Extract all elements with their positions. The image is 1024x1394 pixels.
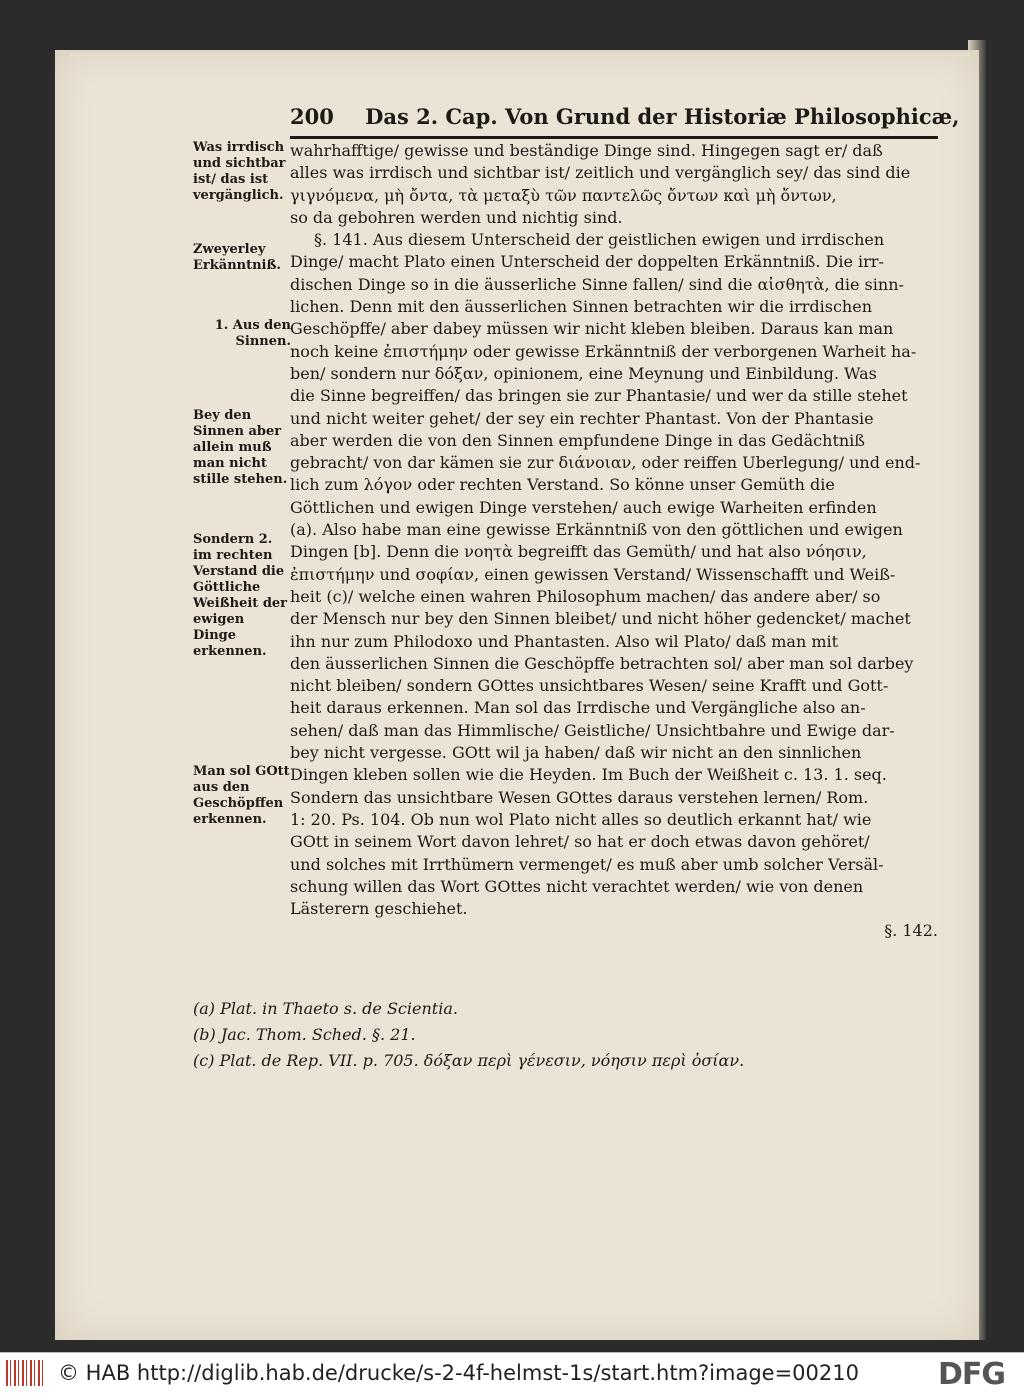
text-line: alles was irrdisch und sichtbar ist/ zeitlich und vergänglich sey/ das sind die [290,163,911,183]
running-header [290,104,960,138]
barcode-icon [6,1360,46,1386]
viewer-footer [0,1352,1024,1394]
text-line: noch keine ἐπιστήμην oder gewisse Erkänntniß der verborgenen Warheit ha- [290,341,917,361]
text-line: gebracht/ von dar kämen sie zur διάνοιαν, oder reiffen Uberlegung/ und end- [290,453,921,473]
text-line: Lästerern geschiehet. [290,899,468,919]
text-line: heit (c)/ welche einen wahren Philosophum machen/ das andere aber/ so [290,586,881,606]
margin-note-stille-stehen: Bey den Sinnen aber allein muß man nicht stille stehen. [193,408,288,487]
copyright-url[interactable]: © HAB http://diglib.hab.de/drucke/s-2-4f-helmst-1s/start.htm?image=00210 [58,1361,859,1385]
text-line: und solches mit Irrthümern vermenget/ es muß aber umb solcher Versäl- [290,854,884,874]
running-title: Das 2. Cap. Von Grund der Historiæ Philosophicæ, [365,104,960,129]
text-line: ben/ sondern nur δόξαν, opinionem, eine Meynung und Einbildung. Was [290,363,877,383]
text-line: Dingen kleben sollen wie die Heyden. Im Buch der Weißheit c. 13. 1. seq. [290,765,887,785]
text-line: γιγνόμενα, μὴ ὄντα, τὰ μεταξὺ τῶν παντελῶς ὄντων καὶ μὴ ὄντων, [290,185,837,205]
page-top-edge [70,50,970,56]
text-line: lich zum λόγον oder rechten Verstand. So könne unser Gemüth die [290,475,835,495]
text-line: Sondern das unsichtbare Wesen GOttes daraus verstehen lernen/ Rom. [290,787,869,807]
text-line: so da gebohren werden und nichtig sind. [290,207,623,227]
text-line: heit daraus erkennen. Man sol das Irrdische und Vergängliche also an- [290,698,866,718]
text-line: und nicht weiter gehet/ der sey ein rechter Phantast. Von der Phantasie [290,408,874,428]
footnote-b: (b) Jac. Thom. Sched. §. 21. [193,1025,416,1044]
footnotes [193,996,953,1074]
text-line: GOtt in seinem Wort davon lehret/ so hat er doch etwas davon gehöret/ [290,832,870,852]
text-line: wahrhafftige/ gewisse und beständige Dinge sind. Hingegen sagt er/ daß [290,141,883,160]
margin-note-sinnen: 1. Aus den Sinnen. [214,318,291,349]
text-line: lichen. Denn mit den äusserlichen Sinnen betrachten wir die irrdischen [290,297,872,317]
text-line: §. 141. Aus diesem Unterscheid der geistlichen ewigen und irrdischen [314,230,885,250]
footnote-c: (c) Plat. de Rep. VII. p. 705. δόξαν περὶ γένεσιν, νόησιν περὶ ὀσίαν. [193,1051,745,1070]
text-line: nicht bleiben/ sondern GOttes unsichtbares Wesen/ seine Krafft und Gott- [290,676,889,696]
text-line: die Sinne begreiffen/ das bringen sie zur Phantasie/ und wer da stille stehet [290,386,908,406]
text-line: (a). Also habe man eine gewisse Erkänntniß von den göttlichen und ewigen [290,520,903,540]
header-rule [290,136,938,139]
margin-note-gott-erkennen: Man sol GOtt aus den Geschöpffen erkennen. [193,764,290,827]
footnote-a: (a) Plat. in Thaeto s. de Scientia. [193,999,458,1018]
text-line: bey nicht vergesse. GOtt wil ja haben/ daß wir nicht an den sinnlichen [290,743,862,763]
text-line: 1: 20. Ps. 104. Ob nun wol Plato nicht alles so deutlich erkannt hat/ wie [290,809,872,829]
text-line: schung willen das Wort GOttes nicht verachtet werden/ wie von denen [290,876,864,896]
text-line: den äusserlichen Sinnen die Geschöpffe betrachten sol/ aber man sol darbey [290,653,914,673]
text-line: Geschöpffe/ aber dabey müssen wir nicht kleben bleiben. Daraus kan man [290,319,894,339]
page-number: 200 [290,104,334,129]
text-line: dischen Dinge so in die äusserliche Sinne fallen/ sind die αἰσθητὰ, die sinn- [290,274,904,294]
dfg-logo: DFG [938,1357,1006,1392]
catchword: §. 142. [884,921,938,941]
margin-note-zweyerley: Zweyerley Erkänntniß. [193,242,281,273]
margin-note-verstand: Sondern 2. im rechten Verstand die Göttliche Weißheit der ewigen Dinge erkennen. [193,532,288,659]
margin-note-vergaenglich: Was irrdisch und sichtbar ist/ das ist vergänglich. [193,140,286,203]
text-line: der Mensch nur bey den Sinnen bleibet/ und nicht höher gedencket/ machet [290,609,911,629]
text-line: aber werden die von den Sinnen empfundene Dinge in das Gedächtniß [290,430,865,450]
text-line: Dinge/ macht Plato einen Unterscheid der doppelten Erkänntniß. Die irr- [290,252,884,272]
text-line: Göttlichen und ewigen Dinge verstehen/ auch ewige Warheiten erfinden [290,497,877,517]
text-line: sehen/ daß man das Himmlische/ Geistliche/ Unsichtbahre und Ewige dar- [290,720,895,740]
text-line: ihn nur zum Philodoxo und Phantasten. Also wil Plato/ daß man mit [290,631,839,651]
text-line: ἐπιστήμην und σοφίαν, einen gewissen Verstand/ Wissenschafft und Weiß- [290,564,896,584]
body-text [290,140,938,943]
text-line: Dingen [b]. Denn die νοητὰ begreifft das Gemüth/ und hat also νόησιν, [290,542,867,562]
